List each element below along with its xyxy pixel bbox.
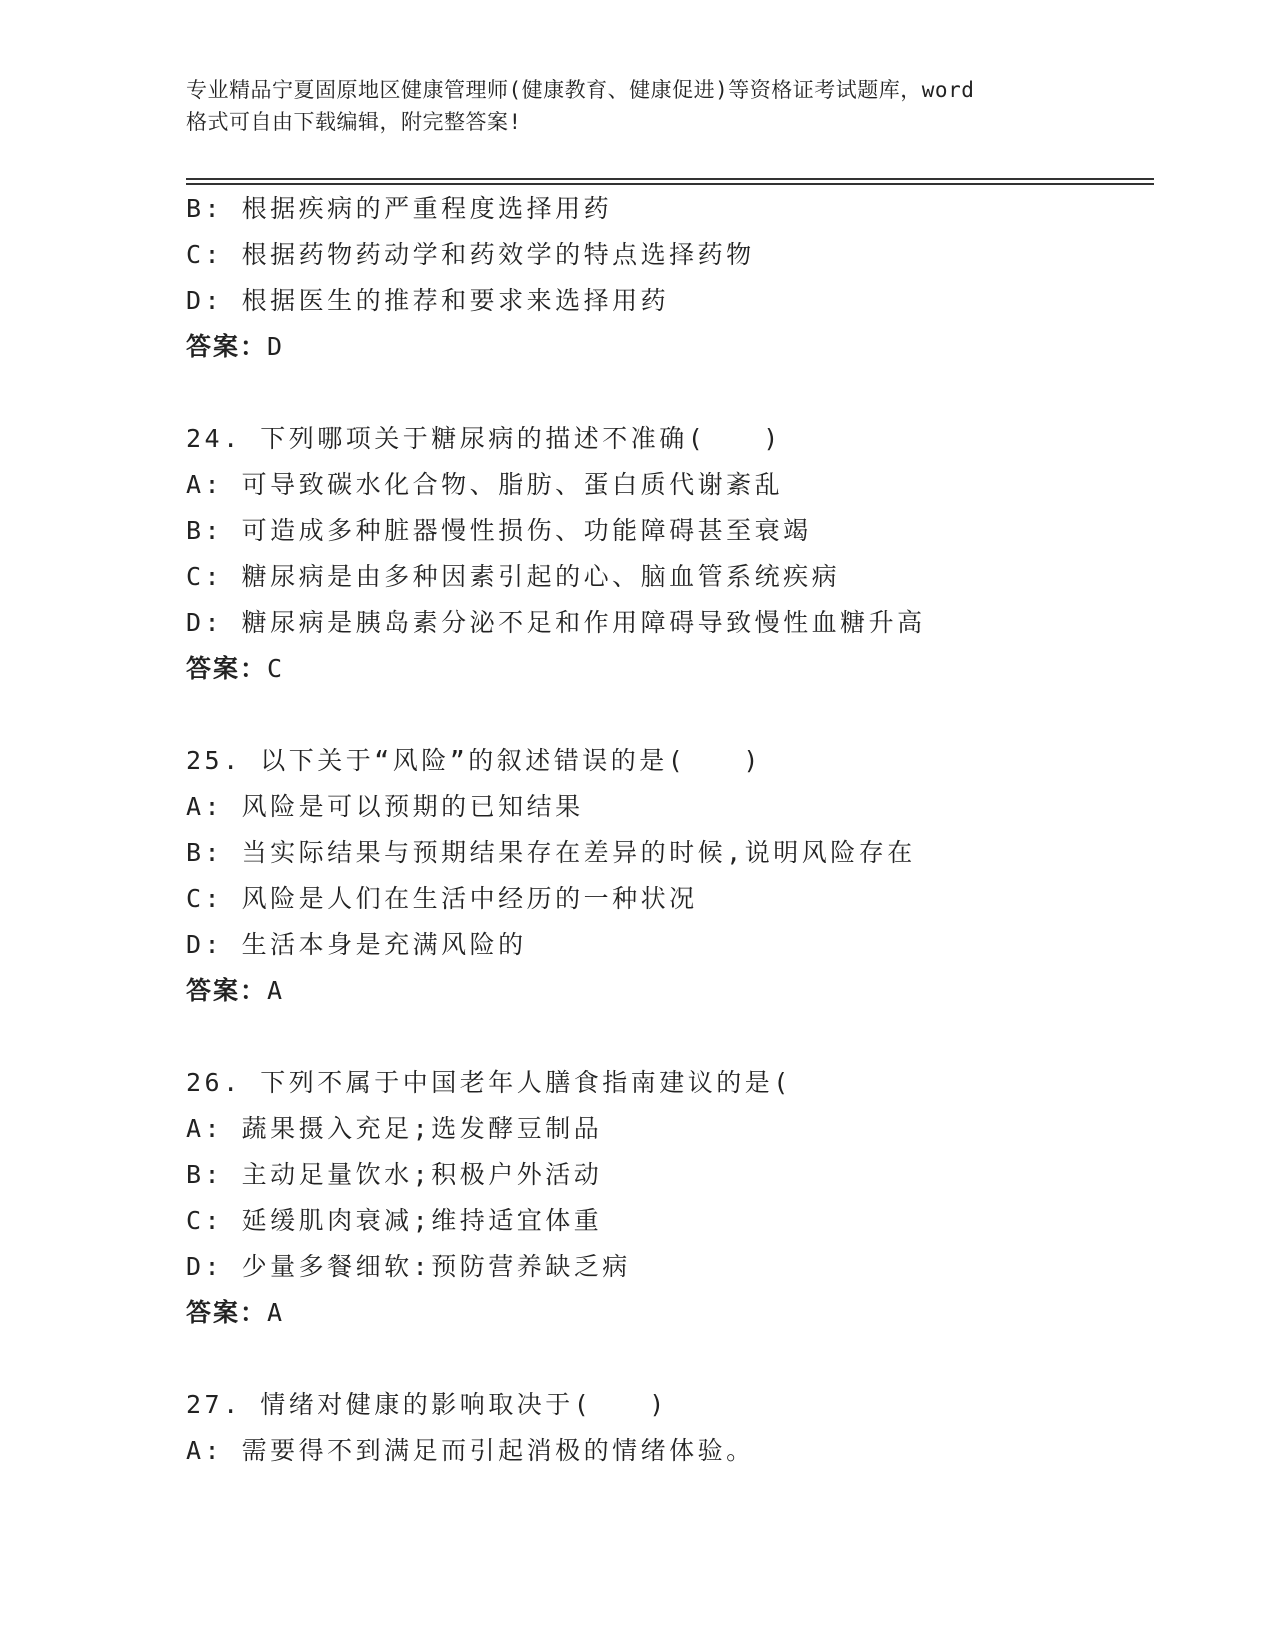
question-stem: 25. 以下关于“风险”的叙述错误的是( ) xyxy=(186,746,762,775)
spacer xyxy=(186,692,1154,738)
option-c: C: 糖尿病是由多种因素引起的心、脑血管系统疾病 xyxy=(186,562,841,591)
question-27 xyxy=(186,1382,1154,1474)
question-content xyxy=(186,186,1154,1474)
answer-value: A xyxy=(267,1298,284,1327)
option-d: D: 糖尿病是胰岛素分泌不足和作用障碍导致慢性血糖升高 xyxy=(186,608,926,637)
question-25 xyxy=(186,738,1154,1014)
option-c: C: 根据药物药动学和药效学的特点选择药物 xyxy=(186,240,755,269)
header-rule-bottom xyxy=(186,183,1154,185)
option-d: D: 少量多餐细软:预防营养缺乏病 xyxy=(186,1252,631,1281)
question-stem: 24. 下列哪项关于糖尿病的描述不准确( ) xyxy=(186,424,782,453)
question-24 xyxy=(186,416,1154,692)
spacer xyxy=(186,370,1154,416)
answer-label: 答案： xyxy=(186,654,268,683)
answer-value: A xyxy=(267,976,284,1005)
option-c: C: 延缓肌肉衰减;维持适宜体重 xyxy=(186,1206,603,1235)
answer-line xyxy=(186,324,1154,370)
header-rule-top xyxy=(186,178,1154,180)
answer-line xyxy=(186,646,1154,692)
option-b: B: 可造成多种脏器慢性损伤、功能障碍甚至衰竭 xyxy=(186,516,812,545)
option-b: B: 当实际结果与预期结果存在差异的时候,说明风险存在 xyxy=(186,838,916,867)
spacer xyxy=(186,1014,1154,1060)
option-d: D: 根据医生的推荐和要求来选择用药 xyxy=(186,286,670,315)
option-d: D: 生活本身是充满风险的 xyxy=(186,930,527,959)
answer-label: 答案： xyxy=(186,332,268,361)
answer-line xyxy=(186,968,1154,1014)
option-c: C: 风险是人们在生活中经历的一种状况 xyxy=(186,884,698,913)
answer-line xyxy=(186,1290,1154,1336)
document-header xyxy=(186,74,1086,138)
question-26 xyxy=(186,1060,1154,1336)
header-line-2: 格式可自由下载编辑，附完整答案! xyxy=(186,110,522,134)
answer-value: D xyxy=(267,332,284,361)
header-line-1: 专业精品宁夏固原地区健康管理师(健康教育、健康促进)等资格证考试题库，word xyxy=(186,78,975,102)
option-a: A: 蔬果摄入充足;选发酵豆制品 xyxy=(186,1114,603,1143)
question-stem: 26. 下列不属于中国老年人膳食指南建议的是( xyxy=(186,1068,792,1097)
option-b: B: 主动足量饮水;积极户外活动 xyxy=(186,1160,603,1189)
question-23-continued xyxy=(186,186,1154,370)
option-a: A: 风险是可以预期的已知结果 xyxy=(186,792,584,821)
answer-label: 答案： xyxy=(186,976,268,1005)
answer-value: C xyxy=(267,654,284,683)
answer-label: 答案： xyxy=(186,1298,268,1327)
option-a: A: 可导致碳水化合物、脂肪、蛋白质代谢紊乱 xyxy=(186,470,784,499)
spacer xyxy=(186,1336,1154,1382)
option-a: A: 需要得不到满足而引起消极的情绪体验。 xyxy=(186,1436,755,1465)
question-stem: 27. 情绪对健康的影响取决于( ) xyxy=(186,1390,668,1419)
option-b: B: 根据疾病的严重程度选择用药 xyxy=(186,194,613,223)
